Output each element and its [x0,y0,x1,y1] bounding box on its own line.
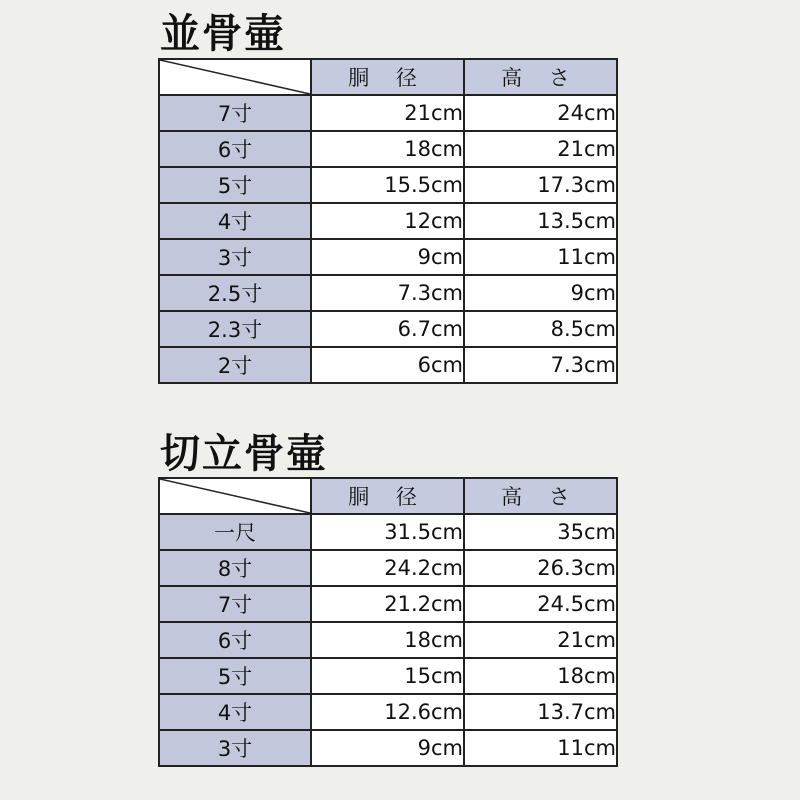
row-diameter: 15.5cm [311,167,464,203]
table-row [159,95,617,131]
corner-cell [159,59,311,95]
row-height: 24cm [464,95,617,131]
table-row [159,550,617,586]
row-size: 8寸 [159,550,311,586]
row-height: 11cm [464,239,617,275]
row-diameter: 6cm [311,347,464,383]
row-size: 3寸 [159,239,311,275]
row-diameter: 9cm [311,239,464,275]
row-diameter: 7.3cm [311,275,464,311]
row-diameter: 18cm [311,622,464,658]
column-header-height: 高 さ [464,59,617,95]
table-row [159,203,617,239]
row-size: 6寸 [159,131,311,167]
table-row [159,694,617,730]
row-diameter: 12cm [311,203,464,239]
table-row [159,311,617,347]
table-row [159,275,617,311]
row-size: 7寸 [159,586,311,622]
row-diameter: 15cm [311,658,464,694]
row-size: 6寸 [159,622,311,658]
row-height: 35cm [464,514,617,550]
table-row [159,586,617,622]
diagonal-line-icon [160,60,310,94]
row-size: 7寸 [159,95,311,131]
row-size: 3寸 [159,730,311,766]
row-diameter: 12.6cm [311,694,464,730]
row-size: 4寸 [159,203,311,239]
section-title-standard-urn: 並骨壷 [160,10,286,57]
row-diameter: 21.2cm [311,586,464,622]
row-diameter: 21cm [311,95,464,131]
row-height: 8.5cm [464,311,617,347]
table-row [159,167,617,203]
corner-cell [159,478,311,514]
row-diameter: 9cm [311,730,464,766]
row-height: 17.3cm [464,167,617,203]
row-diameter: 18cm [311,131,464,167]
row-diameter: 6.7cm [311,311,464,347]
table-header-row [159,59,617,95]
column-header-height: 高 さ [464,478,617,514]
column-header-diameter: 胴 径 [311,59,464,95]
row-height: 13.5cm [464,203,617,239]
table-row [159,622,617,658]
size-table-standard-urn [158,58,618,384]
row-height: 13.7cm [464,694,617,730]
table-row [159,730,617,766]
size-table-straight-urn [158,477,618,767]
table-row [159,239,617,275]
row-size: 5寸 [159,658,311,694]
row-size: 4寸 [159,694,311,730]
row-height: 9cm [464,275,617,311]
table-header-row [159,478,617,514]
row-size: 2.5寸 [159,275,311,311]
table-row [159,658,617,694]
row-diameter: 31.5cm [311,514,464,550]
row-height: 21cm [464,131,617,167]
table-row [159,514,617,550]
row-size: 2.3寸 [159,311,311,347]
row-size: 一尺 [159,514,311,550]
row-height: 26.3cm [464,550,617,586]
row-diameter: 24.2cm [311,550,464,586]
row-size: 2寸 [159,347,311,383]
row-size: 5寸 [159,167,311,203]
row-height: 11cm [464,730,617,766]
column-header-diameter: 胴 径 [311,478,464,514]
table-row [159,131,617,167]
row-height: 21cm [464,622,617,658]
row-height: 18cm [464,658,617,694]
diagonal-line-icon [160,479,310,513]
row-height: 7.3cm [464,347,617,383]
row-height: 24.5cm [464,586,617,622]
table-row [159,347,617,383]
section-title-straight-urn: 切立骨壷 [160,430,328,477]
